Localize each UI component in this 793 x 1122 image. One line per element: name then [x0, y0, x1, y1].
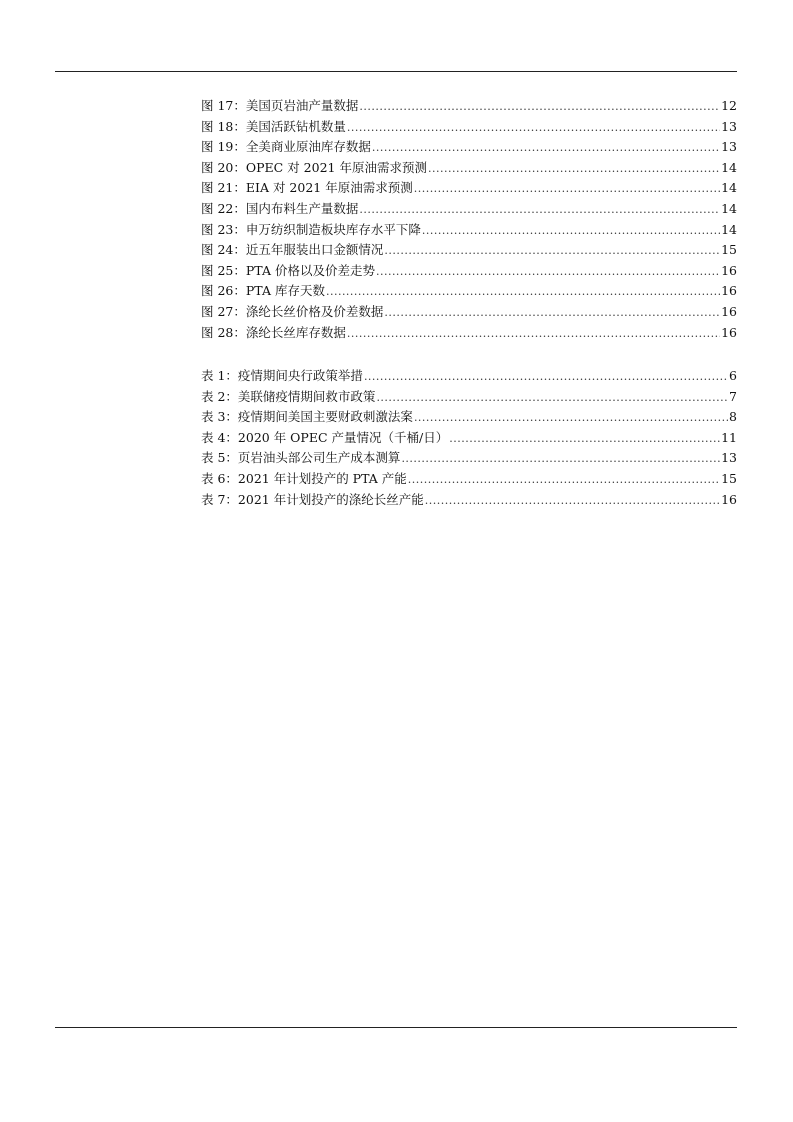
entry-page: 11: [721, 429, 737, 445]
entry-label: 图 27：涤纶长丝价格及价差数据: [201, 303, 384, 319]
entry-label: 图 23：申万纺织制造板块库存水平下降: [201, 221, 421, 237]
toc-entry[interactable]: [201, 387, 737, 408]
entry-page: 16: [721, 303, 737, 319]
toc-entry[interactable]: [201, 117, 737, 138]
toc-entry[interactable]: [201, 240, 737, 261]
dot-leader: [359, 97, 720, 118]
entry-page: 16: [721, 324, 737, 340]
entry-label: 图 17：美国页岩油产量数据: [201, 98, 359, 113]
entry-page: 13: [721, 139, 737, 155]
dot-leader: [372, 138, 720, 159]
entry-page: 8: [729, 409, 737, 425]
dot-leader: [326, 282, 720, 303]
entry-label: 表 6：2021 年计划投产的 PTA 产能: [201, 470, 407, 486]
toc-entry[interactable]: [201, 428, 737, 449]
dot-leader: [376, 388, 728, 409]
dot-leader: [425, 491, 720, 512]
entry-label: 图 28：涤纶长丝库存数据: [201, 324, 346, 340]
toc-entry[interactable]: [201, 407, 737, 428]
table-index: [201, 366, 737, 510]
toc-entry[interactable]: [201, 448, 737, 469]
toc-entry[interactable]: [201, 281, 737, 302]
entry-label: 图 22：国内布料生产量数据: [201, 200, 359, 216]
dot-leader: [408, 470, 720, 491]
entry-label: 表 5：页岩油头部公司生产成本测算: [201, 450, 401, 466]
toc-entry[interactable]: [201, 199, 737, 220]
entry-page: 7: [729, 388, 737, 404]
entry-label: 表 1：疫情期间央行政策举措: [201, 368, 363, 383]
entry-label: 表 3：疫情期间美国主要财政刺激法案: [201, 409, 413, 425]
entry-page: 16: [721, 491, 737, 507]
toc-entry[interactable]: [201, 302, 737, 323]
dot-leader: [376, 262, 720, 283]
entry-page: 16: [721, 283, 737, 299]
toc-entry[interactable]: [201, 490, 737, 511]
entry-page: 13: [721, 450, 737, 466]
entry-label: 图 18：美国活跃钻机数量: [201, 118, 346, 134]
dot-leader: [384, 241, 720, 262]
entry-page: 15: [721, 242, 737, 258]
entry-page: 12: [721, 98, 737, 113]
entry-label: 图 25：PTA 价格以及价差走势: [201, 262, 375, 278]
dot-leader: [414, 179, 720, 200]
entry-page: 13: [721, 118, 737, 134]
entry-page: 14: [721, 200, 737, 216]
entry-page: 14: [721, 221, 737, 237]
entry-label: 表 4：2020 年 OPEC 产量情况（千桶/日）: [201, 429, 449, 445]
dot-leader: [347, 324, 720, 345]
figure-index: [201, 96, 737, 343]
toc-entry[interactable]: [201, 261, 737, 282]
entry-page: 14: [721, 180, 737, 196]
toc-entry[interactable]: [201, 158, 737, 179]
dot-leader: [347, 118, 720, 139]
dot-leader: [364, 367, 728, 388]
entry-page: 16: [721, 262, 737, 278]
dot-leader: [384, 303, 720, 324]
toc-entry[interactable]: [201, 137, 737, 158]
dot-leader: [414, 408, 728, 429]
entry-label: 图 19：全美商业原油库存数据: [201, 139, 371, 155]
entry-label: 图 26：PTA 库存天数: [201, 283, 325, 299]
dot-leader: [449, 429, 720, 450]
entry-label: 图 20：OPEC 对 2021 年原油需求预测: [201, 159, 427, 175]
toc-entry[interactable]: [201, 366, 737, 387]
entry-page: 6: [729, 368, 737, 383]
footer-rule: [55, 1027, 737, 1028]
entry-page: 14: [721, 159, 737, 175]
entry-label: 图 21：EIA 对 2021 年原油需求预测: [201, 180, 413, 196]
toc-entry[interactable]: [201, 96, 737, 117]
entry-page: 15: [721, 470, 737, 486]
dot-leader: [401, 449, 720, 470]
dot-leader: [359, 200, 720, 221]
toc-entry[interactable]: [201, 323, 737, 344]
header-rule: [55, 71, 737, 72]
dot-leader: [428, 159, 720, 180]
toc-entry[interactable]: [201, 220, 737, 241]
entry-label: 表 2：美联储疫情期间救市政策: [201, 388, 376, 404]
entry-label: 图 24：近五年服装出口金额情况: [201, 242, 384, 258]
entry-label: 表 7：2021 年计划投产的涤纶长丝产能: [201, 491, 424, 507]
dot-leader: [422, 221, 720, 242]
toc-entry[interactable]: [201, 178, 737, 199]
toc-entry[interactable]: [201, 469, 737, 490]
